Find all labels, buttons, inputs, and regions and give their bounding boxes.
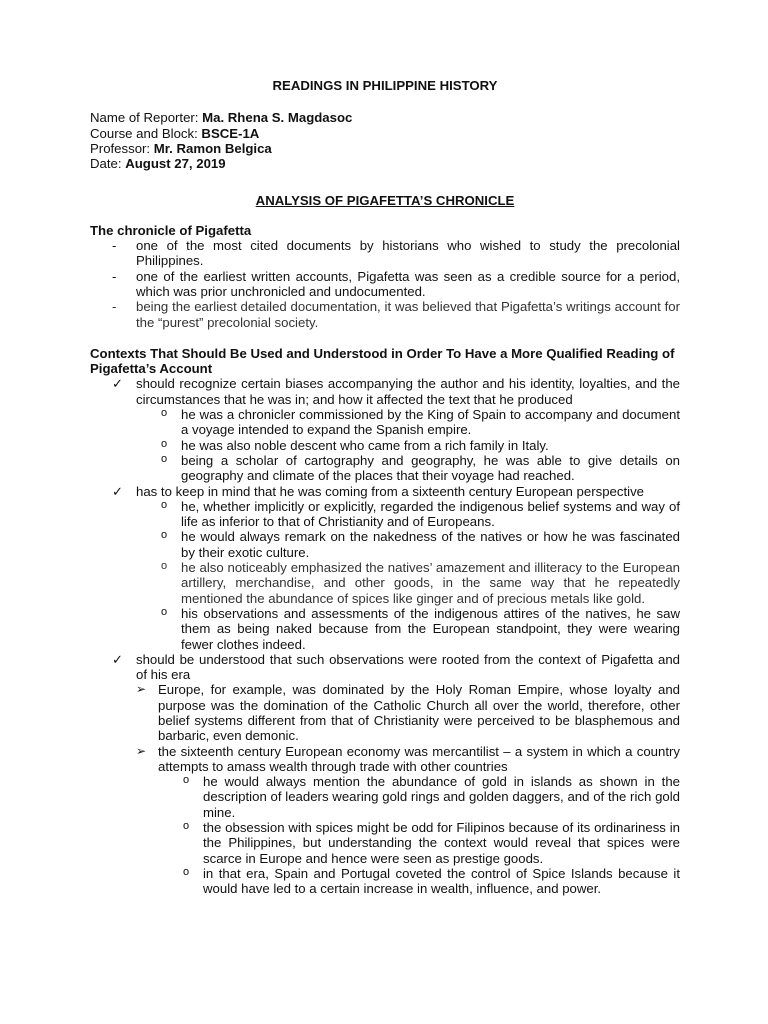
report-meta: [90, 110, 680, 171]
list-item: ✓ should recognize certain biases accompanying the author and his identity, loyalties, and the circumstances that he was in; and how it affected the text that he produced o he was a chronicler commissioned by the King of Spain to accompany and document a voyage intended to expand the Spanish empire. o he was also noble descent who came from a rich family in Italy. o being a scholar of cartography and geography, he was able to give details on geography and climate of the places that their voyage had reached.: [90, 376, 680, 483]
professor-line: Professor: Mr. Ramon Belgica: [90, 140, 272, 156]
list-item: o he would always remark on the nakedness of the natives or how he was fascinated by their exotic culture.: [136, 529, 680, 560]
list-item: o he, whether implicitly or explicitly, regarded the indigenous belief systems and way of life as inferior to that of Christianity and of Europeans.: [136, 499, 680, 530]
list-item: o he also noticeably emphasized the natives’ amazement and illiteracy to the European artillery, merchandise, and other goods, in the same way that he repeatedly mentioned the abundance of spices like ginger and of precious metals like gold.: [136, 560, 680, 606]
analysis-subtitle: ANALYSIS OF PIGAFETTA’S CHRONICLE: [255, 193, 515, 209]
checkmark-icon: ✓: [112, 376, 124, 392]
arrow-bullet-icon: ➢: [136, 682, 147, 697]
list-item: o his observations and assessments of the indigenous attires of the natives, he saw them as being naked because from the European standpoint, they were wearing fewer clothes indeed.: [136, 606, 680, 652]
list-item: - one of the most cited documents by historians who wished to study the precolonial Philippines.: [90, 238, 680, 269]
list-item: - one of the earliest written accounts, Pigafetta was seen as a credible source for a period, which was prior unchronicled and undocumented.: [90, 269, 680, 300]
professor-name: Mr. Ramon Belgica: [153, 140, 272, 156]
sub-list: [158, 774, 680, 896]
list-item: ➢ Europe, for example, was dominated by the Holy Roman Empire, whose loyalty and purpose was the domination of the Catholic Church all over the world, therefore, other belief systems different from that of Christianity were perceived to be blasphemous and barbaric, even demonic.: [136, 682, 680, 744]
list-item: ✓ has to keep in mind that he was coming from a sixteenth century European perspective o he, whether implicitly or explicitly, regarded the indigenous belief systems and way of life as inferior to that of Christianity and of Europeans. o he would always remark on the nakedness of the natives or how he was fascinated by their exotic culture. o he also noticeably emphasized the natives’ amazement and illiteracy to the European artillery, merchandise, and other goods, in the same way that he repeatedly mentioned the abundance of spices like ginger and of precious metals like gold. o his observations and assessments of the indigenous attires of the natives, he saw them as being naked because from the European standpoint, they were wearing fewer clothes indeed.: [90, 484, 680, 652]
list-item: o he was also noble descent who came from a rich family in Italy.: [136, 438, 680, 453]
checkmark-icon: ✓: [112, 651, 124, 667]
reporter-name: Ma. Rhena S. Magdasoc: [202, 110, 353, 126]
list-item: ➢ the sixteenth century European economy was mercantilist – a system in which a country attempts to amass wealth through trade with other countries o he would always mention the abundance of gold in islands as shown in the description of leaders wearing gold rings and golden daggers, and of the rich gold mine. o the obsession with spices might be odd for Filipinos because of its ordinariness in the Philippines, but understanding the context would reveal that spices were scarce in Europe and hence were seen as prestige goods. o in that era, Spain and Portugal coveted the control of Spice Islands because it would have led to a certain increase in wealth, influence, and power.: [136, 744, 680, 897]
list-item: o in that era, Spain and Portugal coveted the control of Spice Islands because it would have led to a certain increase in wealth, influence, and power.: [158, 866, 680, 897]
reporter-line: Name of Reporter: Ma. Rhena S. Magdasoc: [90, 110, 353, 126]
course-block: BSCE-1A: [201, 125, 260, 141]
arrow-bullet-icon: ➢: [136, 743, 147, 758]
section-heading-contexts: Contexts That Should Be Used and Understood in Order To Have a More Qualified Reading of Pigafetta’s Account: [90, 345, 675, 377]
date-line: Date: August 27, 2019: [90, 156, 226, 172]
course-line: Course and Block: BSCE-1A: [90, 125, 260, 141]
report-date: August 27, 2019: [125, 156, 226, 172]
list-item: o he would always mention the abundance of gold in islands as shown in the description of leaders wearing gold rings and golden daggers, and of the rich gold mine.: [158, 774, 680, 820]
contexts-list: [90, 376, 680, 896]
list-item: o he was a chronicler commissioned by the King of Spain to accompany and document a voyage intended to expand the Spanish empire.: [136, 407, 680, 438]
checkmark-icon: ✓: [112, 483, 124, 499]
list-item: o the obsession with spices might be odd for Filipinos because of its ordinariness in the Philippines, but understanding the context would reveal that spices were scarce in Europe and hence were seen as prestige goods.: [158, 820, 680, 866]
list-item: o being a scholar of cartography and geography, he was able to give details on geography and climate of the places that their voyage had reached.: [136, 453, 680, 484]
sub-list: [136, 407, 680, 483]
sub-list: [136, 499, 680, 652]
document-title: READINGS IN PHILIPPINE HISTORY: [272, 78, 498, 93]
section-heading-chronicle: The chronicle of Pigafetta: [90, 222, 252, 238]
list-item: ✓ should be understood that such observations were rooted from the context of Pigafetta and of his era ➢ Europe, for example, was dominated by the Holy Roman Empire, whose loyalty and purpose was the domination of the Catholic Church all over the world, therefore, other belief systems different from that of Christianity were perceived to be blasphemous and barbaric, even demonic. ➢ the sixteenth century European economy was mercantilist – a system in which a country attempts to amass wealth through trade with other countries o he would always mention the abundance of gold in islands as shown in the description of leaders wearing gold rings and golden daggers, and of the rich gold mine. o the obsession with spices might be odd for Filipinos because of its ordinariness in the Philippines, but understanding the context would reveal that spices were scarce in Europe and hence were seen as prestige goods. o in that era, Spain and Portugal coveted the control of Spice Islands because it would have led to a certain increase in wealth, influence, and power.: [90, 652, 680, 897]
arrow-list: [136, 682, 680, 896]
chronicle-list: [90, 238, 680, 330]
list-item: - being the earliest detailed documentation, it was believed that Pigafetta’s writings account for the “purest” precolonial society.: [90, 299, 680, 330]
